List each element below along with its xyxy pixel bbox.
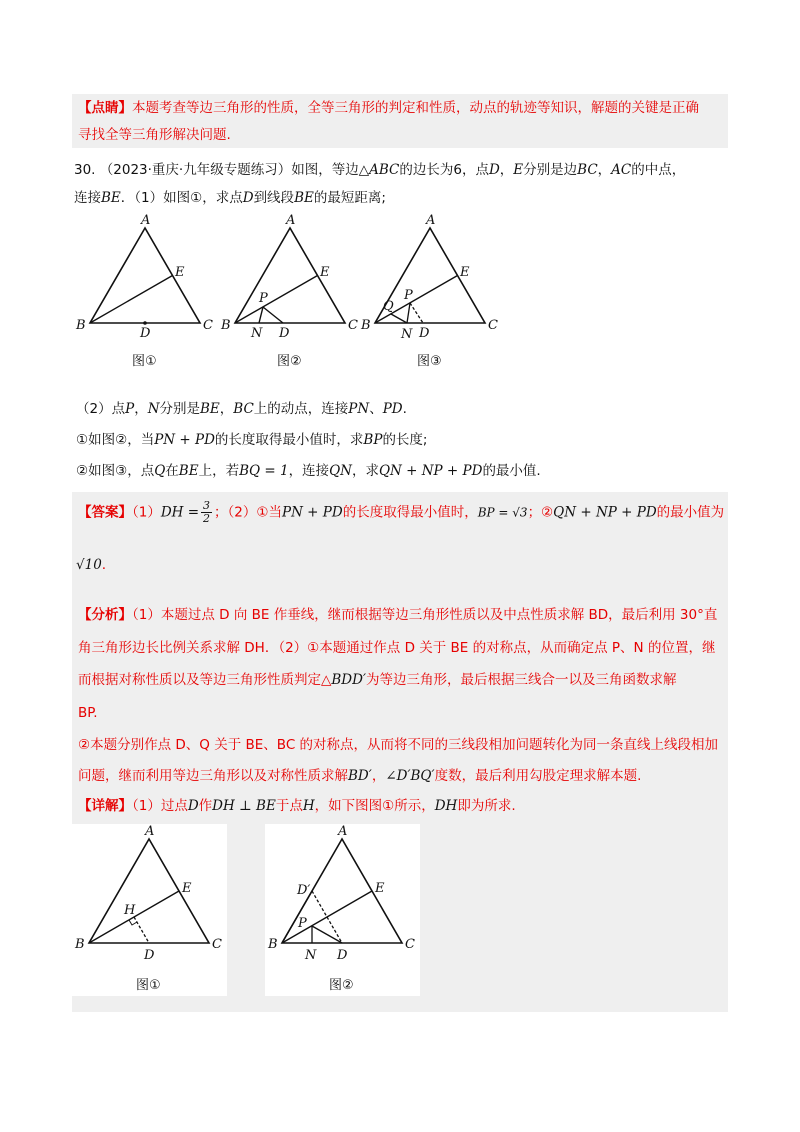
text: ， [597, 162, 612, 178]
figure-3-top [355, 210, 505, 375]
label-b: B [268, 937, 278, 952]
label-d: D [140, 326, 151, 341]
text: 的最小值. [482, 463, 541, 479]
text: 的长度; [382, 432, 428, 448]
label-a: A [338, 824, 348, 839]
label-n: N [305, 948, 317, 963]
analysis-line-2 [78, 638, 715, 658]
math-bdd: BDD′ [331, 672, 367, 688]
text: ②如图③，点 [76, 463, 155, 479]
text: 于点 [275, 798, 303, 814]
analysis-line-3 [78, 670, 677, 690]
label-c: C [203, 318, 213, 333]
answer-line-2 [76, 555, 106, 575]
figure-1-top [70, 210, 220, 375]
math-d: D [242, 190, 254, 206]
caption-fig2: 图② [329, 978, 354, 993]
segment-pd [410, 303, 423, 323]
label-e: E [320, 265, 330, 280]
text: 问题，继而利用等边三角形以及对称性质求解 [78, 768, 348, 784]
text: 分别是边 [523, 162, 578, 178]
text: 即为所求. [457, 798, 516, 814]
segment-qn [391, 314, 407, 323]
text: 上，若 [198, 463, 240, 479]
label-h: H [124, 903, 136, 918]
text: 角三角形边长比例关系求解 DH．（2）①本题通过作点 D 关于 BE 的对称点，从而确定点 P、N 的位置，继 [78, 640, 716, 656]
text: . [101, 557, 107, 573]
text: 上的动点，连接 [253, 401, 349, 417]
math-bc: BC [233, 401, 254, 417]
question-2 [76, 399, 407, 419]
figure-2-top [215, 210, 365, 375]
tip-line-1 [78, 98, 699, 118]
text: 的中点， [631, 162, 686, 178]
label-p: P [298, 916, 307, 931]
problem-source: （2023·重庆·九年级专题练习）如图，等边 [99, 162, 359, 178]
math-perp: DH ⊥ BE [212, 798, 276, 814]
point-d [143, 321, 147, 325]
segment-bd-prime [282, 891, 312, 943]
label-a: A [426, 213, 436, 228]
text: ， [219, 401, 234, 417]
label-c: C [348, 318, 358, 333]
label-e: E [182, 881, 192, 896]
math-ac: AC [611, 162, 632, 178]
label-c: C [405, 937, 415, 952]
math-be: BE [200, 401, 220, 417]
caption-fig1: 图① [136, 978, 161, 993]
text: ②本题分别作点 D、Q 关于 BE、BC 的对称点，从而将不同的三线段相加问题转化为同一条直线上线段相加 [78, 737, 719, 753]
segment-pd [263, 307, 283, 323]
right-angle-mark [129, 920, 137, 925]
math-pn-pd: PN + PD [282, 504, 343, 521]
text: ， [134, 401, 148, 417]
label-d: D [279, 326, 290, 341]
question-2-2 [76, 461, 541, 481]
label-q: Q [383, 299, 394, 314]
text: ；② [527, 504, 554, 521]
analysis-line-5 [78, 735, 718, 755]
problem-line-1 [74, 160, 685, 180]
label-b: B [361, 318, 371, 333]
tip-tag: 【点睛】 [78, 100, 132, 116]
math-pn-pd: PN + PD [154, 432, 215, 448]
math-sqrt10: √10 [76, 557, 102, 573]
problem-line-2 [74, 188, 386, 208]
math-pd: PD [382, 401, 403, 417]
answer-line-1 [78, 500, 724, 525]
question-2-1 [76, 430, 428, 450]
text: ，求 [351, 463, 379, 479]
segment-be [235, 276, 318, 324]
analysis-line-4 [78, 703, 98, 723]
segment-be [90, 276, 173, 324]
math-bp: BP = √3 [477, 505, 528, 520]
math-be: BE [294, 190, 314, 206]
text: . [402, 401, 407, 417]
text: 作 [198, 798, 213, 814]
text: 的边长为6，点 [399, 162, 489, 178]
label-b: B [75, 937, 85, 952]
math-h: H [302, 798, 315, 814]
label-e: E [175, 265, 185, 280]
text: ．（1）如图①，求点 [120, 190, 243, 206]
problem-number: 30. [74, 162, 96, 178]
text: （1）过点 [132, 798, 188, 814]
math-angle: ∠D′BQ′ [385, 768, 435, 784]
analysis-tag: 【分析】 [78, 607, 132, 623]
text: （1） [132, 504, 161, 521]
text: 为等边三角形，最后根据三线合一以及三角函数求解 [366, 672, 677, 688]
text: ①如图②，当 [76, 432, 155, 448]
label-n: N [251, 326, 263, 341]
figure-2-bottom [265, 824, 420, 996]
label-d: D [419, 326, 430, 341]
segment-pn [407, 303, 410, 323]
math-tri: △ABC [358, 162, 400, 178]
text: 分别是 [159, 401, 200, 417]
fraction-num: 3 [203, 499, 211, 512]
analysis-line-6 [78, 766, 641, 786]
math-qn: QN [329, 463, 352, 479]
math-bp: BP [363, 432, 383, 448]
label-n: N [401, 327, 413, 342]
math-n: N [147, 401, 160, 417]
label-a: A [286, 213, 296, 228]
analysis-line-1 [78, 605, 717, 625]
text: 在 [165, 463, 179, 479]
label-e: E [460, 265, 470, 280]
tip-line-2 [78, 125, 231, 145]
label-d-prime: D′ [297, 883, 311, 898]
caption-fig1: 图① [132, 354, 157, 369]
math-q: Q [154, 463, 166, 479]
text: 的长度取得最小值时， [342, 504, 478, 521]
label-d: D [337, 948, 348, 963]
text: （1）本题过点 D 向 BE 作垂线，继而根据等边三角形性质以及中点性质求解 BD，最后利用 30°直 [132, 607, 718, 623]
math-dh: DH [434, 798, 458, 814]
math-e: E [513, 162, 524, 178]
fraction-3-2 [201, 500, 212, 525]
tip-text-2: 寻找全等三角形解决问题. [78, 127, 231, 143]
text: 度数，最后利用勾股定理求解本题. [434, 768, 642, 784]
text: 、 [369, 401, 383, 417]
detail-line-1 [78, 796, 516, 816]
label-b: B [221, 318, 231, 333]
label-b: B [76, 318, 86, 333]
text: （2）点 [76, 401, 126, 417]
caption-fig3: 图③ [417, 354, 442, 369]
math-dh: DH = [160, 504, 200, 521]
label-a: A [145, 824, 155, 839]
math-be: BE [101, 190, 121, 206]
text: ；（2）①当 [214, 504, 282, 521]
caption-fig2: 图② [277, 354, 302, 369]
detail-tag: 【详解】 [78, 798, 132, 814]
label-c: C [212, 937, 222, 952]
math-be: BE [178, 463, 199, 479]
text: ， [371, 768, 386, 784]
text: ， [499, 162, 514, 178]
text: 而根据对称性质以及等边三角形性质判定△ [78, 672, 332, 688]
math-sum: QN + NP + PD [378, 463, 483, 479]
label-a: A [141, 213, 151, 228]
label-p: P [404, 288, 413, 303]
label-p: P [259, 291, 268, 306]
text: 的最小值为 [656, 504, 725, 521]
math-bd: BD′ [348, 768, 372, 784]
label-c: C [488, 318, 498, 333]
segment-dh [134, 917, 149, 943]
figure-1-bottom [72, 824, 227, 996]
text: 的长度取得最小值时，求 [214, 432, 364, 448]
text: 连接 [74, 190, 101, 206]
text: 到线段 [253, 190, 295, 206]
fraction-den: 2 [203, 512, 211, 525]
answer-tag: 【答案】 [78, 504, 132, 521]
math-bc: BC [577, 162, 598, 178]
text: BP. [78, 705, 98, 721]
math-pn: PN [348, 401, 370, 417]
text: 的最短距离; [313, 190, 386, 206]
tip-text-1: 本题考查等边三角形的性质，全等三角形的判定和性质，动点的轨迹等知识，解题的关键是正确 [132, 100, 699, 116]
math-bq: BQ = 1 [239, 463, 289, 479]
text: ，连接 [288, 463, 330, 479]
math-p: P [125, 401, 135, 417]
math-sum: QN + NP + PD [553, 504, 657, 521]
label-e: E [375, 881, 385, 896]
label-d: D [144, 948, 155, 963]
math-d: D [488, 162, 500, 178]
text: ，如下图图①所示， [314, 798, 435, 814]
math-d: D [187, 798, 199, 814]
